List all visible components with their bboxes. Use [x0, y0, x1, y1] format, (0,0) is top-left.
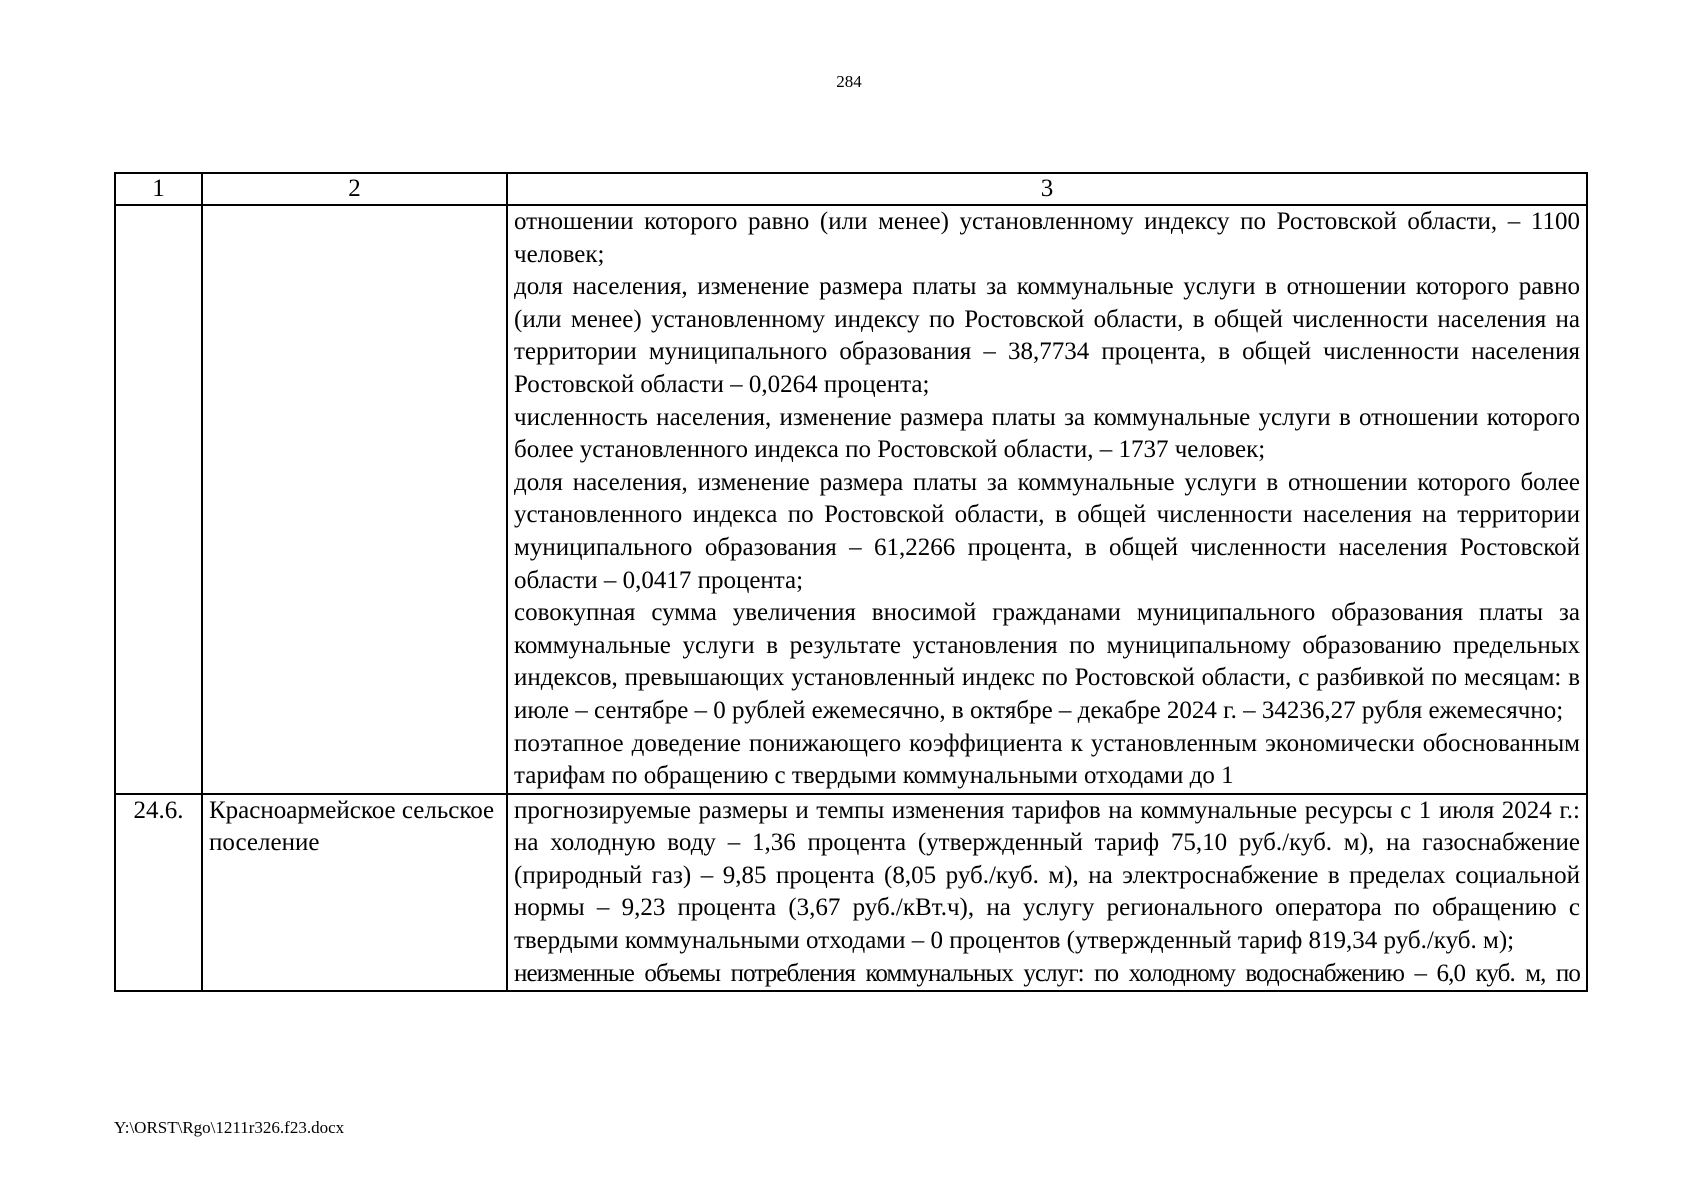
header-col-3: 3: [507, 173, 1587, 205]
row-content-cell: [507, 794, 1587, 992]
header-col-1: 1: [115, 173, 202, 205]
paragraph: неизменные объемы потребления коммунальных услуг: по холодному водоснабжению – 6,0 куб. м, по: [514, 959, 1580, 987]
paragraph: поэтапное доведение понижающего коэффициента к установленным экономически обоснованным тарифам по обращению с твердыми коммунальными отходами до 1: [514, 729, 1580, 790]
page-number: 284: [836, 72, 862, 91]
row-number-cell: [115, 205, 202, 794]
paragraph: доля населения, изменение размера платы за коммунальные услуги в отношении которого равно (или менее) установленному индексу по Ростовской области, в общей численности населения на территории муниципального образования – 38,7734 процента, в общей численности населения Ростовской области – 0,0264 процента;: [514, 273, 1580, 398]
table-row: [115, 794, 1587, 992]
row-name-cell: [202, 205, 507, 794]
header-col-2: 2: [202, 173, 507, 205]
paragraph: прогнозируемые размеры и темпы изменения тарифов на коммунальные ресурсы с 1 июля 2024 г.: на холодную воду – 1,36 процента (утвержденный тариф 75,10 руб./куб. м), на газоснабжение (природный газ) – 9,85 процента (8,05 руб./куб. м), на электроснабжение в пределах социальной нормы – 9,23 процента (3,67 руб./кВт.ч), на услугу регионального оператора по обращению с твердыми коммунальными отходами – 0 процентов (утвержденный тариф 819,34 руб./куб. м);: [514, 796, 1580, 955]
paragraph: доля населения, изменение размера платы за коммунальные услуги в отношении которого более установленного индекса по Ростовской области, в общей численности населения на территории муниципального образования – 61,2266 процента, в общей численности населения Ростовской области – 0,0417 процента;: [514, 468, 1580, 594]
paragraph: отношении которого равно (или менее) установленному индексу по Ростовской области, – 1100 человек;: [514, 208, 1580, 268]
paragraph: совокупная сумма увеличения вносимой гражданами муниципального образования платы за коммунальные услуги в результате установления по муниципальному образованию предельных индексов, превышающих установленный индекс по Ростовской области, с разбивкой по месяцам: в июле – сентябре – 0 рублей ежемесячно, в октябре – декабре 2024 г. – 34236,27 рубля ежемесячно;: [514, 599, 1580, 724]
file-path-footer: Y:\ORST\Rgo\1211r326.f23.docx: [114, 1118, 345, 1137]
table-row: [115, 205, 1587, 794]
row-content-cell: [507, 205, 1587, 794]
row-number-cell: 24.6.: [115, 794, 202, 992]
content-table: [114, 172, 1588, 992]
paragraph: численность населения, изменение размера платы за коммунальные услуги в отношении которого более установленного индекса по Ростовской области, – 1737 человек;: [514, 403, 1580, 464]
table-header-row: [115, 173, 1587, 205]
row-name-cell: Красноармейское сельское поселение: [202, 794, 507, 992]
